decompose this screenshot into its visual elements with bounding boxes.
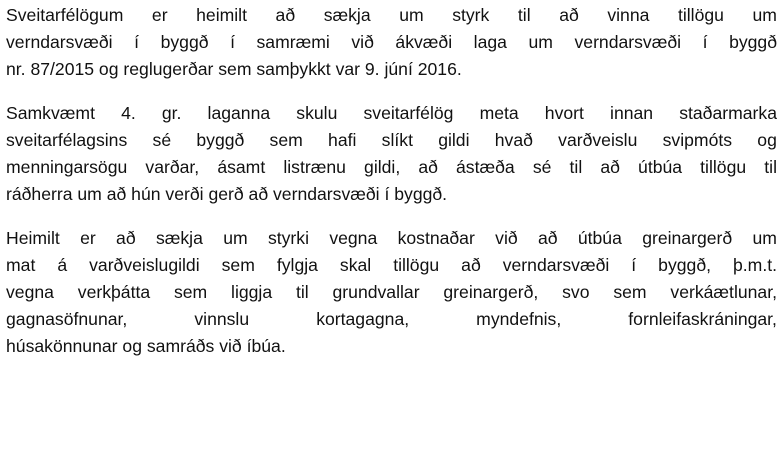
document-body [6,0,777,377]
text-line: sveitarfélagsins sé byggð sem hafi slíkt gildi hvað varðveislu svipmóts og [6,130,777,150]
text-line: húsakönnunar og samráðs við íbúa. [6,336,286,356]
paragraph-heimilt [6,225,777,360]
text-line: verndarsvæði í byggð í samræmi við ákvæði laga um verndarsvæði í byggð [6,32,777,52]
text-line: nr. 87/2015 og reglugerðar sem samþykkt var 9. júní 2016. [6,59,462,79]
text-line: Sveitarfélögum er heimilt að sækja um styrk til að vinna tillögu um [6,5,777,25]
text-line: vegna verkþátta sem liggja til grundvallar greinargerð, svo sem verkáætlunar, [6,282,777,302]
text-line: ráðherra um að hún verði gerð að verndarsvæði í byggð. [6,184,448,204]
text-line: Heimilt er að sækja um styrki vegna kostnaðar við að útbúa greinargerð um [6,228,777,248]
paragraph-styrkur [6,2,777,83]
text-line: Samkvæmt 4. gr. laganna skulu sveitarfélög meta hvort innan staðarmarka [6,103,777,123]
text-line: menningarsögu varðar, ásamt listrænu gildi, að ástæða sé til að útbúa tillögu til [6,157,777,177]
text-line: mat á varðveislugildi sem fylgja skal tillögu að verndarsvæði í byggð, þ.m.t. [6,255,777,275]
text-line: gagnasöfnunar, vinnslu kortagagna, myndefnis, fornleifaskráningar, [6,309,777,329]
paragraph-samkvaemt [6,100,777,208]
